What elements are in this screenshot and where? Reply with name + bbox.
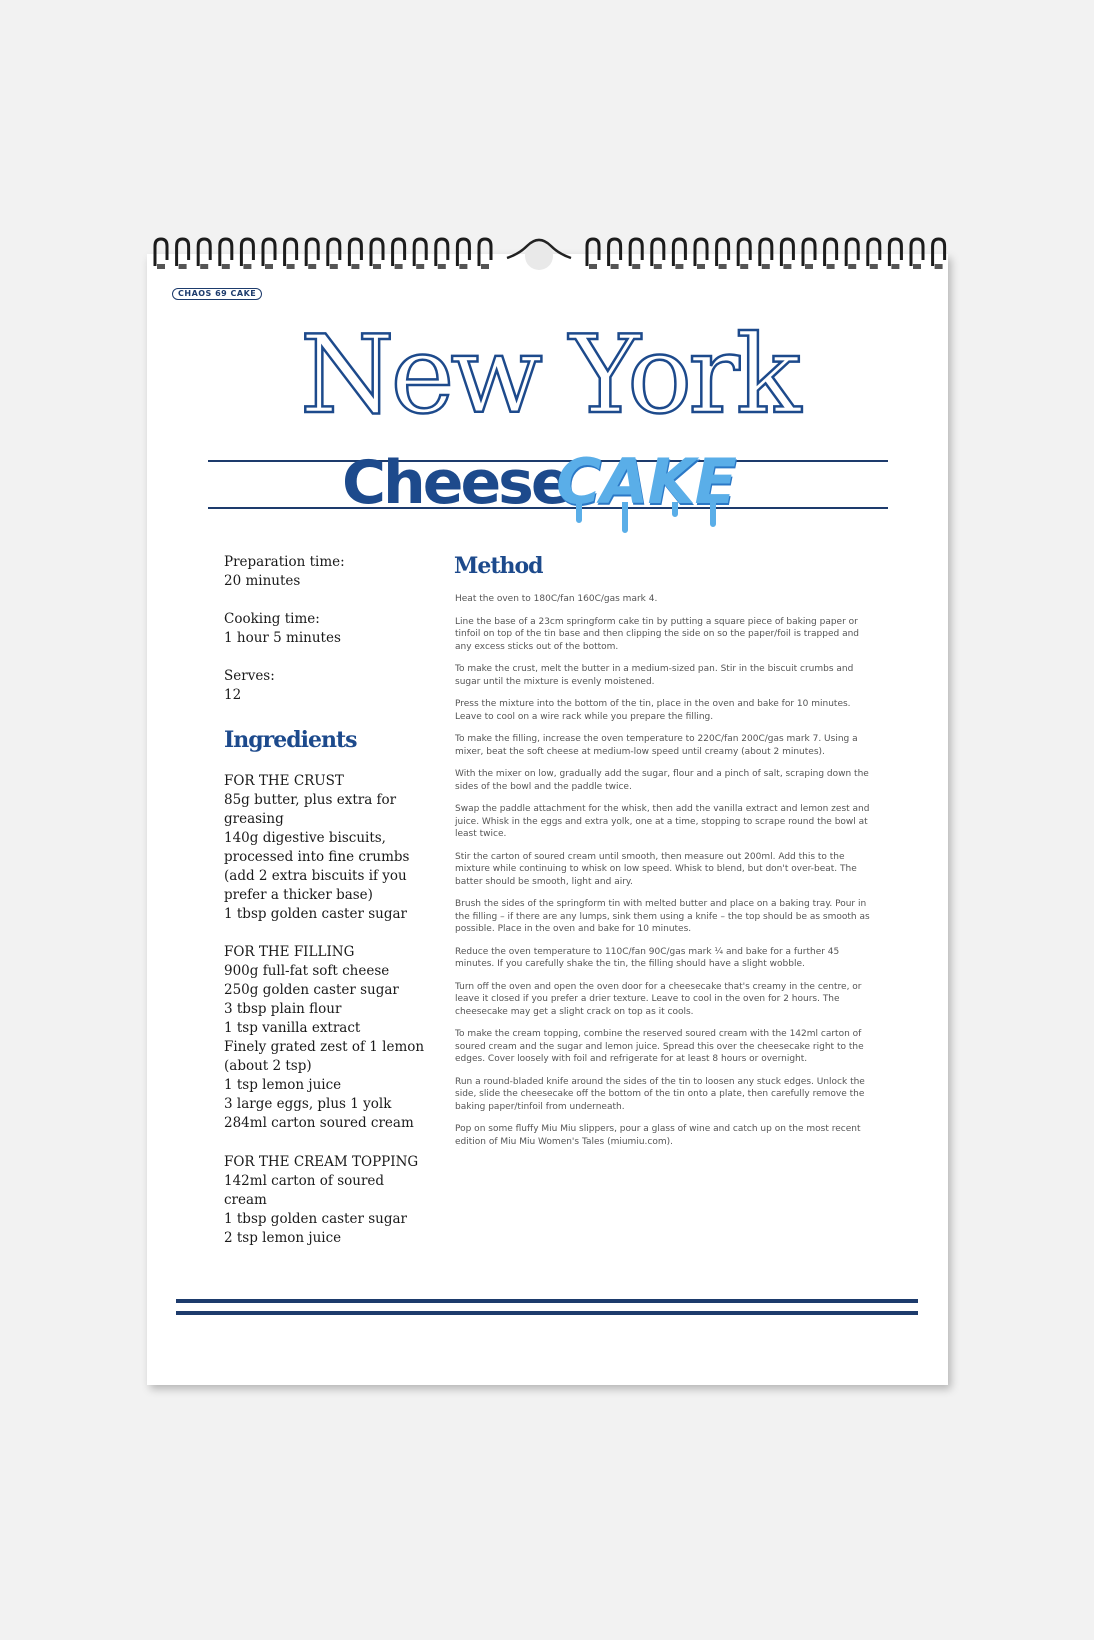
ingredient-line: (about 2 tsp) [224,1058,312,1074]
ingredient-line: 250g golden caster sugar [224,982,399,998]
punch-hole [827,264,835,269]
meta-serves-label: Serves: [224,668,275,684]
method-step: Reduce the oven temperature to 110C/fan 90C/gas mark ¼ and bake for a further 45 minutes. If you carefully shake the tin, the filling should have a slight wobble. [455,946,840,969]
punch-hole [870,264,878,269]
punch-hole [697,264,705,269]
spiral-coil [933,239,945,266]
punch-hole [157,264,165,269]
ingredient-line: processed into fine crumbs [224,849,410,865]
meta-prep [224,553,429,591]
meta-cooking-value: 1 hour 5 minutes [224,630,341,646]
ingredients-heading: Ingredients [224,727,357,753]
spiral-binding [147,236,948,272]
punch-hole [308,264,316,269]
punch-hole [459,264,467,269]
spiral-coil [825,239,837,266]
spiral-coil [155,239,167,266]
spiral-coil [198,239,210,266]
ingredient-line: 1 tbsp golden caster sugar [224,906,407,922]
meta-cooking [224,610,429,648]
spiral-coil [393,239,405,266]
punch-hole [719,264,727,269]
ingredient-line: 3 tbsp plain flour [224,1001,342,1017]
spiral-coil [609,239,621,266]
punch-hole [805,264,813,269]
spiral-coil [349,239,361,266]
method-step: Turn off the oven and open the oven door for a cheesecake that's creamy in the centre, or leave it closed if you prefer a drier texture. Leave to cool in the oven for 2 hours. The cheesecake may get a slight crack on top as it cools. [455,981,862,1017]
spiral-coil [673,239,685,266]
ingredient-line: greasing [224,811,284,827]
ingredient-line: (add 2 extra biscuits if you [224,868,407,884]
spiral-coil [285,239,297,266]
punch-hole [891,264,899,269]
spiral-coil [177,239,189,266]
spiral-coil [306,239,318,266]
ingredient-line: 3 large eggs, plus 1 yolk [224,1096,392,1112]
meta-serves-value: 12 [224,687,242,703]
method-step: Swap the paddle attachment for the whisk, then add the vanilla extract and lemon zest and juice. Whisk in the eggs and extra yolk, one at a time, stopping to scrape round the bowl at least twice. [455,804,870,839]
punch-hole [395,264,403,269]
filling-heading: FOR THE FILLING [224,944,355,960]
ingredient-line: 1 tsp vanilla extract [224,1020,361,1036]
spiral-coil [803,239,815,266]
punch-hole [740,264,748,269]
method-step: To make the filling, increase the oven temperature to 220C/fan 200C/gas mark 7. Using a mixer, beat the soft cheese at medium-low speed until creamy (about 2 minutes). [455,734,858,757]
crust-heading: FOR THE CRUST [224,773,344,789]
brand-badge: CHAOS 69 CAKE [172,288,262,300]
punch-hole [351,264,359,269]
punch-hole [632,264,640,269]
spiral-coil [889,239,901,266]
punch-hole [589,264,597,269]
method-step: With the mixer on low, gradually add the sugar, flour and a pinch of salt, scraping down the sides of the bowl and the paddle twice. [455,769,869,792]
ingredient-line: 1 tsp lemon juice [224,1077,342,1093]
topping-section [224,1153,429,1248]
spiral-coil [652,239,664,266]
meta-prep-value: 20 minutes [224,573,301,589]
punch-hole [675,264,683,269]
spiral-coil [371,239,383,266]
spiral-coil [695,239,707,266]
ingredient-line: prefer a thicker base) [224,887,373,903]
spiral-coil [781,239,793,266]
punch-hole [913,264,921,269]
ingredient-line: 140g digestive biscuits, [224,830,386,846]
punch-hole [935,264,943,269]
meta-serves [224,667,429,705]
punch-hole [438,264,446,269]
punch-hole [287,264,295,269]
spiral-coil [220,239,232,266]
spiral-coil [630,239,642,266]
spiral-coil [717,239,729,266]
spiral-coil [241,239,253,266]
punch-hole [222,264,230,269]
spiral-coil [911,239,923,266]
punch-hole [416,264,424,269]
meta-prep-label: Preparation time: [224,554,345,570]
spiral-coil [846,239,858,266]
spiral-coil [760,239,772,266]
method-step: To make the crust, melt the butter in a medium-sized pan. Stir in the biscuit crumbs and sugar until the mixture is evenly moistened. [455,664,854,687]
ingredient-line: 2 tsp lemon juice [224,1230,342,1246]
filling-section [224,943,429,1133]
spiral-coil [738,239,750,266]
method-heading: Method [454,553,543,579]
spiral-coil [457,239,469,266]
punch-hole [373,264,381,269]
punch-hole [654,264,662,269]
method-step: To make the cream topping, combine the reserved soured cream with the 142ml carton of soured cream and the sugar and lemon juice. Spread this over the cheesecake right to the edges. Cover loosely with foil and refrigerate for at least 8 hours or overnight. [455,1029,864,1064]
method-step: Brush the sides of the springform tin with melted butter and place on a baking tray. Pour in the filling – if there are any lumps, sink them using a knife – the top should be as smooth as possible. Place in the oven and bake for 10 minutes. [455,899,870,934]
punch-hole [783,264,791,269]
method-step: Line the base of a 23cm springform cake tin by putting a square piece of baking paper or tinfoil on top of the tin base and then clipping the side on so the paper/foil is trapped and any excess sticks out of the bottom. [455,616,860,652]
ingredient-line: 1 tbsp golden caster sugar [224,1211,407,1227]
topping-heading: FOR THE CREAM TOPPING [224,1154,419,1170]
footer-rule-top [176,1299,918,1303]
crust-section [224,772,429,924]
punch-hole [848,264,856,269]
punch-hole [330,264,338,269]
cake-drips-decoration [560,500,760,540]
spiral-coil [479,239,491,266]
spiral-coil [868,239,880,266]
method-step: Stir the carton of soured cream until smooth, then measure out 200ml. Add this to the mixture while continuing to whisk on low speed. Whisk to blend, but don't over-beat. The batter should be smooth, light and airy. [455,851,857,887]
hanger-hole [525,242,553,270]
ingredient-line: 85g butter, plus extra for [224,792,397,808]
ingredient-line: 284ml carton soured cream [224,1115,414,1131]
punch-hole [179,264,187,269]
punch-hole [762,264,770,269]
spiral-coil [414,239,426,266]
spiral-coil [263,239,275,266]
method-step: Heat the oven to 180C/fan 160C/gas mark 4. [455,594,658,604]
punch-hole [200,264,208,269]
punch-hole [243,264,251,269]
meta-cooking-label: Cooking time: [224,611,320,627]
spiral-coil [436,239,448,266]
ingredient-line: Finely grated zest of 1 lemon [224,1039,425,1055]
method-step: Run a round-bladed knife around the sides of the tin to loosen any stuck edges. Unlock the side, slide the cheesecake off the bottom of the tin onto a plate, then carefully remove the baking paper/tinfoil from underneath. [455,1076,865,1112]
punch-hole [611,264,619,269]
spiral-coil [587,239,599,266]
title-new-york: New York [300,313,798,438]
method-step: Press the mixture into the bottom of the tin, place in the oven and bake for 10 minutes. Leave to cool on a wire rack while you prepare the filling. [455,699,851,722]
footer-rule-bottom [176,1311,918,1315]
ingredient-line: 142ml carton of soured cream [224,1173,385,1208]
punch-hole [265,264,273,269]
method-step: Pop on some fluffy Miu Miu slippers, pour a glass of wine and catch up on the most recent edition of Miu Miu Women's Tales (miumiu.com). [455,1124,861,1147]
ingredient-line: 900g full-fat soft cheese [224,963,390,979]
title-cheese: Cheese [342,448,569,518]
title-cake: CAKE [556,445,736,518]
punch-hole [481,264,489,269]
method-steps [455,593,870,1158]
spiral-coil [328,239,340,266]
